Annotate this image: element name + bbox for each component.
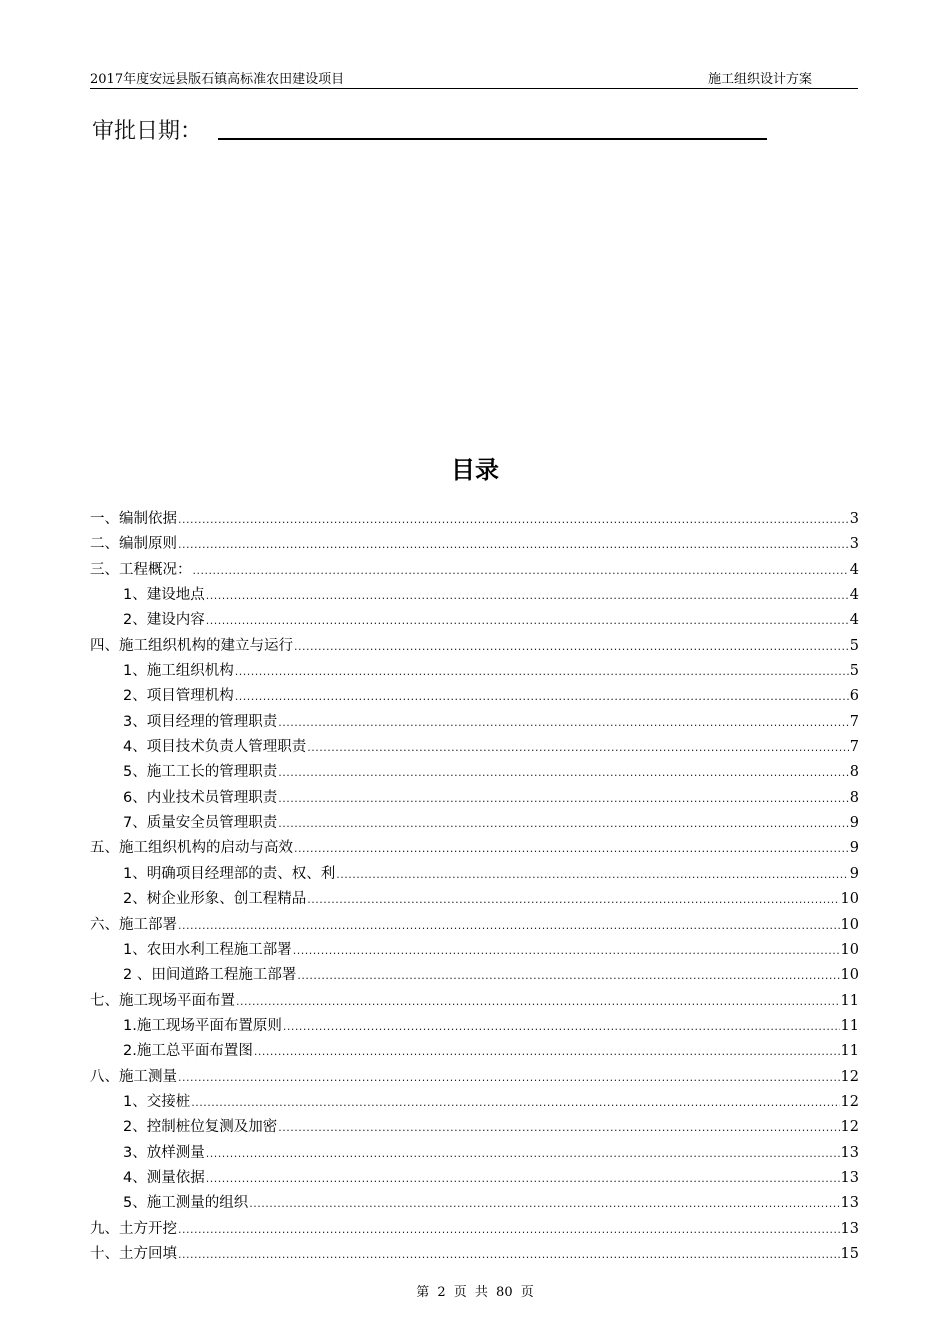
toc-entry[interactable] xyxy=(90,938,859,963)
toc-entry[interactable] xyxy=(90,1090,859,1115)
toc-entry-page-number: 4 xyxy=(849,561,859,578)
toc-entry-page-number: 8 xyxy=(849,764,859,781)
toc-entry[interactable] xyxy=(90,786,859,811)
toc-entry-page-number: 11 xyxy=(840,1043,859,1060)
toc-entry-leader-dots xyxy=(178,919,840,932)
toc-entry-leader-dots xyxy=(236,995,840,1008)
toc-entry-page-number: 4 xyxy=(849,587,859,604)
toc-entry[interactable] xyxy=(90,1065,859,1090)
toc-entry-label: 6、内业技术员管理职责 xyxy=(123,789,278,806)
toc-entry-leader-dots xyxy=(297,969,839,982)
toc-entry-leader-dots xyxy=(206,614,849,627)
toc-entry-leader-dots xyxy=(294,842,849,855)
toc-entry-page-number: 9 xyxy=(849,815,859,832)
toc-entry-leader-dots xyxy=(254,1045,840,1058)
toc-entry[interactable] xyxy=(90,507,859,532)
approval-date-blank-line xyxy=(218,138,767,140)
toc-entry-label: 九、土方开挖 xyxy=(90,1220,177,1237)
toc-entry[interactable] xyxy=(90,1217,859,1242)
toc-entry[interactable] xyxy=(90,963,859,988)
toc-entry-label: 1、明确项目经理部的责、权、利 xyxy=(123,865,336,882)
toc-entry-page-number: 12 xyxy=(840,1068,859,1085)
toc-title: 目录 xyxy=(451,456,499,484)
toc-entry-page-number: 5 xyxy=(849,663,859,680)
toc-entry-page-number: 12 xyxy=(840,1093,859,1110)
toc-entry-page-number: 3 xyxy=(849,536,859,553)
toc-entry-label: 二、编制原则 xyxy=(90,536,177,553)
toc-entry-leader-dots xyxy=(294,640,849,653)
toc-entry-label: 五、施工组织机构的启动与高效 xyxy=(90,840,293,857)
toc-entry-page-number: 12 xyxy=(840,1119,859,1136)
toc-entry-label: 1、交接桩 xyxy=(123,1093,191,1110)
toc-entry-leader-dots xyxy=(278,817,849,830)
toc-entry-leader-dots xyxy=(178,1248,840,1261)
toc-entry-leader-dots xyxy=(191,1096,839,1109)
toc-entry-label: 四、施工组织机构的建立与运行 xyxy=(90,637,293,654)
toc-entry-page-number: 13 xyxy=(840,1220,859,1237)
toc-entry-page-number: 11 xyxy=(840,1017,859,1034)
toc-entry[interactable] xyxy=(90,684,859,709)
toc-entry[interactable] xyxy=(90,760,859,785)
toc-entry-label: 3、放样测量 xyxy=(123,1144,205,1161)
toc-entry-label: 1、建设地点 xyxy=(123,587,205,604)
toc-entry[interactable] xyxy=(90,1191,859,1216)
toc-entry-leader-dots xyxy=(178,1071,840,1084)
toc-entry-page-number: 4 xyxy=(849,612,859,629)
toc-entry[interactable] xyxy=(90,532,859,557)
toc-entry-leader-dots xyxy=(193,564,849,577)
toc-entry-page-number: 10 xyxy=(840,941,859,958)
toc-entry[interactable] xyxy=(90,811,859,836)
toc-entry-page-number: 3 xyxy=(849,511,859,527)
toc-entry[interactable] xyxy=(90,1115,859,1140)
toc-entry-label: 4、项目技术负责人管理职责 xyxy=(123,739,307,756)
toc-entry-label: 2、树企业形象、创工程精品 xyxy=(123,891,307,908)
toc-entry-page-number: 11 xyxy=(840,992,859,1009)
toc-entry-page-number: 15 xyxy=(840,1245,859,1262)
toc-entry-page-number: 13 xyxy=(840,1144,859,1161)
toc-entry-leader-dots xyxy=(178,1223,840,1236)
toc-entry[interactable] xyxy=(90,989,859,1014)
toc-entry-leader-dots xyxy=(178,538,849,551)
toc-entry-leader-dots xyxy=(278,766,849,779)
toc-entry-leader-dots xyxy=(293,944,840,957)
toc-entry-label: 4、测量依据 xyxy=(123,1169,205,1186)
toc-entry-leader-dots xyxy=(336,868,849,881)
toc-entry[interactable] xyxy=(90,862,859,887)
toc-entry-leader-dots xyxy=(278,716,849,729)
toc-entry-label: 2 、田间道路工程施工部署 xyxy=(123,967,297,984)
toc-entry-leader-dots xyxy=(278,792,849,805)
toc-entry-label: 三、工程概况： xyxy=(90,561,192,578)
toc-entry-page-number: 10 xyxy=(840,916,859,933)
toc-entry-label: 六、施工部署 xyxy=(90,916,177,933)
toc-entry-page-number: 6 xyxy=(849,688,859,705)
toc-entry-label: 2、控制桩位复测及加密 xyxy=(123,1119,278,1136)
toc-entry[interactable] xyxy=(90,913,859,938)
toc-entry-page-number: 8 xyxy=(849,789,859,806)
toc-entry-leader-dots xyxy=(307,893,839,906)
toc-entry[interactable] xyxy=(90,735,859,760)
toc-entry-label: 七、施工现场平面布置 xyxy=(90,992,235,1009)
toc-entry-leader-dots xyxy=(206,589,849,602)
toc-entry-page-number: 13 xyxy=(840,1169,859,1186)
toc-entry-page-number: 9 xyxy=(849,865,859,882)
toc-entry-label: 十、土方回填 xyxy=(90,1245,177,1262)
toc-entry-page-number: 10 xyxy=(840,891,859,908)
toc-entry-leader-dots xyxy=(235,665,849,678)
header-document-title: 施工组织设计方案 xyxy=(707,72,812,87)
toc-entry-label: 1、施工组织机构 xyxy=(123,663,234,680)
toc-entry-label: 2、项目管理机构 xyxy=(123,688,234,705)
toc-entry-leader-dots xyxy=(206,1172,840,1185)
toc-entry[interactable] xyxy=(90,1039,859,1064)
page-header xyxy=(90,68,858,89)
toc-entry[interactable] xyxy=(90,1014,859,1039)
toc-entry-label: 八、施工测量 xyxy=(90,1068,177,1085)
toc-entry-page-number: 10 xyxy=(840,967,859,984)
toc-entry[interactable] xyxy=(90,659,859,684)
toc-entry-leader-dots xyxy=(178,513,849,526)
toc-entry-leader-dots xyxy=(206,1147,840,1160)
page-footer: 第 2 页 共 80 页 xyxy=(416,1285,534,1300)
toc-entry[interactable] xyxy=(90,608,859,633)
toc-entry-label: 一、编制依据 xyxy=(90,511,177,527)
toc-entry[interactable] xyxy=(90,1242,859,1267)
toc-entry[interactable] xyxy=(90,1166,859,1191)
toc-entry-label: 2、建设内容 xyxy=(123,612,205,629)
toc-entry-label: 7、质量安全员管理职责 xyxy=(123,815,278,832)
toc-entry-leader-dots xyxy=(249,1197,839,1210)
header-project-title: 2017年度安远县版石镇高标准农田建设项目 xyxy=(90,72,345,87)
toc-entry[interactable] xyxy=(90,710,859,735)
toc-entry[interactable] xyxy=(90,887,859,912)
toc-entry[interactable] xyxy=(90,1141,859,1166)
toc-entry[interactable] xyxy=(90,583,859,608)
toc-entry-label: 5、施工测量的组织 xyxy=(123,1195,249,1212)
approval-date-label: 审批日期： xyxy=(92,119,203,144)
toc-entry-label: 1、农田水利工程施工部署 xyxy=(123,941,292,958)
toc-entry-leader-dots xyxy=(283,1020,840,1033)
table-of-contents xyxy=(90,507,859,1267)
toc-entry-page-number: 7 xyxy=(849,739,859,756)
toc-entry-label: 3、项目经理的管理职责 xyxy=(123,713,278,730)
toc-entry-page-number: 7 xyxy=(849,713,859,730)
toc-entry-page-number: 13 xyxy=(840,1195,859,1212)
toc-entry-label: 1.施工现场平面布置原则 xyxy=(123,1017,282,1034)
toc-entry-label: 2.施工总平面布置图 xyxy=(123,1043,253,1060)
toc-entry[interactable] xyxy=(90,634,859,659)
toc-entry-page-number: 9 xyxy=(849,840,859,857)
toc-entry-leader-dots xyxy=(307,741,849,754)
toc-entry-label: 5、施工工长的管理职责 xyxy=(123,764,278,781)
toc-entry-page-number: 5 xyxy=(849,637,859,654)
toc-entry-leader-dots xyxy=(235,690,849,703)
toc-entry[interactable] xyxy=(90,558,859,583)
toc-entry[interactable] xyxy=(90,836,859,861)
toc-entry-leader-dots xyxy=(278,1121,839,1134)
